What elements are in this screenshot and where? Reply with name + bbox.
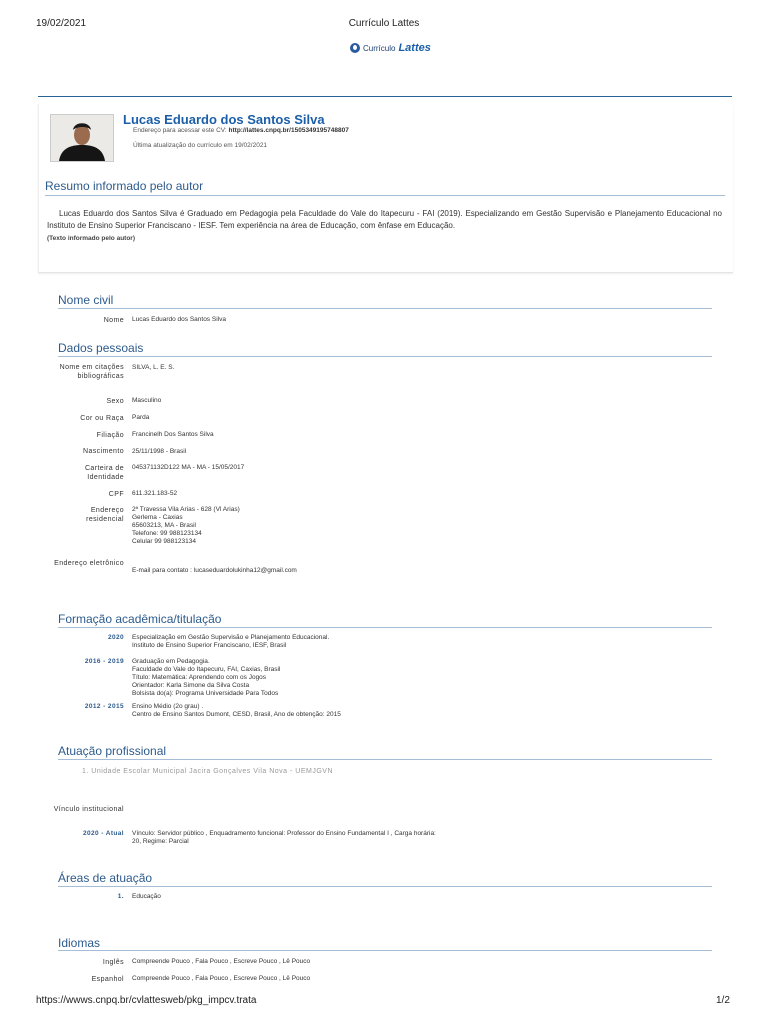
print-title: Currículo Lattes bbox=[348, 18, 420, 29]
endereco-residencial-label: Endereço residencial bbox=[86, 507, 124, 523]
identidade-label: Carteira de Identidade bbox=[84, 465, 124, 481]
nome-civil-divider bbox=[58, 308, 712, 309]
resumo-text: Lucas Eduardo dos Santos Silva é Graduado em Pedagogia pela Faculdade do Vale do Itapecuru - FAI (2019). Especializando em Gestão Supervisão e Planejamento Educacional no Instituto de Ensino Superior Franciscano - IESF. Tem experiência na área de Educação, com ênfase em Educação. bbox=[47, 209, 722, 230]
dados-divider bbox=[58, 356, 712, 357]
areas-number: 1. bbox=[117, 893, 124, 900]
endereco-eletronico-label: Endereço eletrônico bbox=[54, 560, 124, 567]
logo-small-text: Currículo bbox=[363, 43, 396, 53]
profile-photo bbox=[50, 114, 114, 162]
print-page-number: 1/2 bbox=[716, 995, 730, 1006]
vinculo-text: Vínculo: Servidor público , Enquadramento funcional: Professor do Ensino Fundamental I , Carga horária: 20, Regime: Parcial bbox=[132, 830, 436, 845]
formacao-text-2: Graduação em Pedagogia. Faculdade do Vale do Itapecuru, FAI, Caxias, Brasil Título: Matemática: Aprendendo com os Jogos Orientador: Karla Simone da Silva Costa Bolsista do(a): Programa Universidade Para Todos bbox=[132, 658, 281, 697]
sexo-label: Sexo bbox=[106, 398, 124, 405]
areas-divider bbox=[58, 886, 712, 887]
resumo-divider bbox=[45, 195, 725, 196]
logo-big-text: Lattes bbox=[398, 42, 431, 54]
ingles-value: Compreende Pouco , Fala Pouco , Escreve Pouco , Lê Pouco bbox=[132, 958, 311, 965]
resumo-title: Resumo informado pelo autor bbox=[45, 179, 204, 193]
print-date: 19/02/2021 bbox=[36, 18, 87, 29]
citacoes-label: Nome em citações bibliográficas bbox=[59, 364, 124, 380]
raca-value: Parda bbox=[132, 414, 150, 421]
citacoes-value: SILVA, L. E. S. bbox=[132, 364, 175, 371]
formacao-text-1: Especialização em Gestão Supervisão e Planejamento Educacional. Instituto de Ensino Superior Franciscano, IESF, Brasil bbox=[132, 634, 330, 649]
lattes-logo-icon bbox=[350, 43, 360, 53]
vinculo-label: Vínculo institucional bbox=[53, 806, 124, 813]
nascimento-label: Nascimento bbox=[83, 448, 124, 455]
formacao-year-3: 2012 - 2015 bbox=[84, 703, 124, 710]
espanhol-label: Espanhol bbox=[91, 976, 124, 983]
formacao-year-1: 2020 bbox=[107, 634, 124, 641]
endereco-eletronico-value[interactable]: E-mail para contato : lucaseduardolukinha12@gmail.com bbox=[132, 567, 297, 574]
endereco-residencial-value: 2ª Travessa Vila Arias - 628 (Vl Arias) Gerlema - Caxias 65603213, MA - Brasil Telefone: 99 988123134 Celular 99 988123134 bbox=[132, 506, 240, 545]
cpf-label: CPF bbox=[108, 491, 124, 498]
nome-label: Nome bbox=[103, 317, 124, 324]
atuacao-divider bbox=[58, 759, 712, 760]
nome-civil-title: Nome civil bbox=[58, 293, 114, 307]
sexo-value: Masculino bbox=[132, 397, 162, 404]
formacao-text-3: Ensino Médio (2o grau) . Centro de Ensino Santos Dumont, CESD, Brasil, Ano de obtenção: 2015 bbox=[132, 703, 341, 718]
cpf-value: 611.321.183-52 bbox=[132, 490, 178, 497]
lattes-logo bbox=[350, 42, 431, 54]
nome-value: Lucas Eduardo dos Santos Silva bbox=[132, 316, 226, 323]
atuacao-title: Atuação profissional bbox=[58, 744, 167, 758]
cv-address bbox=[133, 127, 349, 134]
atuacao-item: 1. Unidade Escolar Municipal Jacira Gonçalves Vila Nova - UEMJGVN bbox=[82, 768, 334, 775]
last-update: Última atualização do currículo em 19/02/2021 bbox=[133, 142, 268, 149]
areas-title: Áreas de atuação bbox=[58, 871, 153, 885]
resumo-note: (Texto informado pelo autor) bbox=[47, 235, 135, 242]
formacao-divider bbox=[58, 627, 712, 628]
cv-address-label: Endereço para acessar este CV: bbox=[133, 127, 227, 134]
formacao-year-2: 2016 - 2019 bbox=[84, 658, 124, 665]
filiacao-label: Filiação bbox=[96, 432, 124, 439]
formacao-title: Formação acadêmica/titulação bbox=[58, 612, 222, 626]
print-url: https://wwws.cnpq.br/cvlattesweb/pkg_impcv.trata bbox=[36, 995, 257, 1006]
cv-address-link[interactable]: http://lattes.cnpq.br/1505349195748807 bbox=[228, 127, 349, 134]
header-divider bbox=[38, 96, 732, 97]
vinculo-period: 2020 - Atual bbox=[82, 830, 124, 837]
filiacao-value: Francinelh Dos Santos Silva bbox=[132, 431, 214, 438]
idiomas-title: Idiomas bbox=[58, 936, 101, 950]
raca-label: Cor ou Raça bbox=[80, 415, 124, 422]
idiomas-divider bbox=[58, 950, 712, 951]
espanhol-value: Compreende Pouco , Fala Pouco , Escreve Pouco , Lê Pouco bbox=[132, 975, 311, 982]
dados-title: Dados pessoais bbox=[58, 341, 144, 355]
identidade-value: 045371132D122 MA - MA - 15/05/2017 bbox=[132, 464, 245, 471]
nascimento-value: 25/11/1998 - Brasil bbox=[132, 448, 187, 455]
ingles-label: Inglês bbox=[102, 959, 124, 966]
areas-value: Educação bbox=[132, 893, 161, 900]
profile-name: Lucas Eduardo dos Santos Silva bbox=[123, 112, 325, 127]
